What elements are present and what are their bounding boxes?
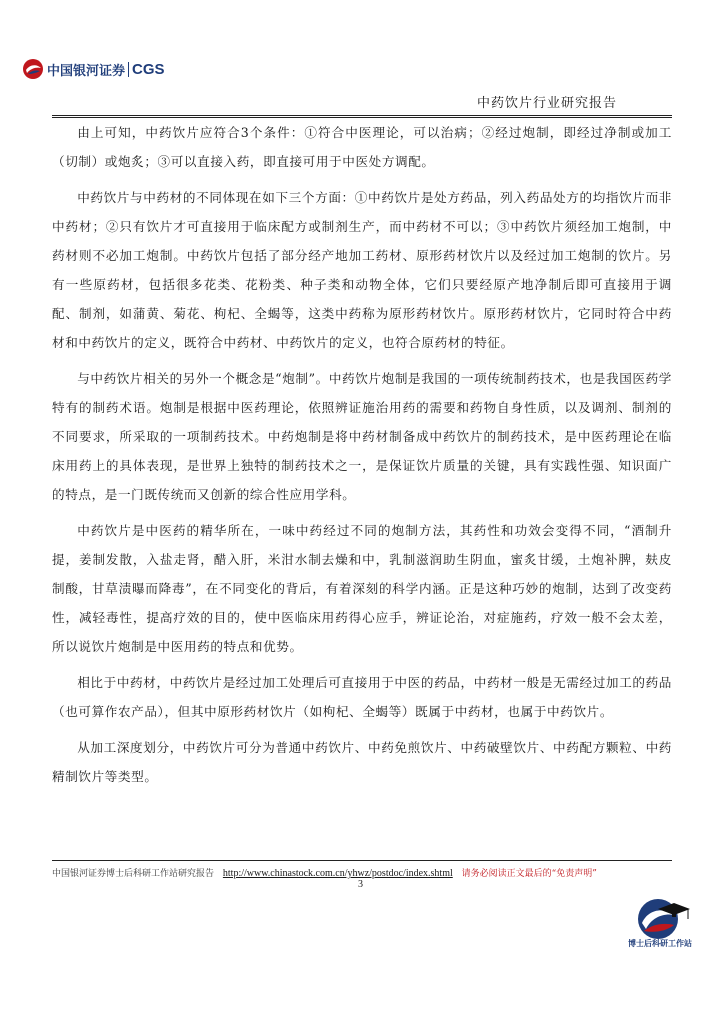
footer-divider <box>52 860 672 861</box>
company-logo <box>22 58 165 80</box>
report-body <box>52 118 672 798</box>
logo-chinese-name: 中国银河证券 <box>47 63 126 79</box>
logo-divider <box>128 62 129 77</box>
body-paragraph: 从加工深度划分，中药饮片可分为普通中药饮片、中药免煎饮片、中药破壁饮片、中药配方颗粒、中药精制饮片等类型。 <box>52 740 672 784</box>
header-divider <box>52 115 672 116</box>
page-number: 3 <box>358 879 363 890</box>
galaxy-logo-icon <box>22 58 44 80</box>
body-paragraph: 相比于中药材，中药饮片是经过加工处理后可直接用于中医的药品，中药材一般是无需经过加工的药品（也可算作农产品），但其中原形药材饮片（如枸杞、全蝎等）既属于中药材，也属于中药饮片。 <box>52 675 672 719</box>
logo-english-name: CGS <box>132 60 165 78</box>
footer-link[interactable]: http://www.chinastock.com.cn/yhwz/postdoc/index.shtml <box>222 868 453 879</box>
footer <box>52 866 672 879</box>
body-paragraph: 由上可知，中药饮片应符合3个条件：①符合中医理论，可以治病；②经过炮制，即经过净制或加工（切制）或炮炙；③可以直接入药，即直接可用于中医处方调配。 <box>52 125 672 169</box>
body-paragraph: 中药饮片是中医药的精华所在，一味中药经过不同的炮制方法，其药性和功效会变得不同，“酒制升提，姜制发散，入盐走肾，醋入肝，米泔水制去燥和中，乳制滋润助生阴血，蜜炙甘缓，土炮补脾，麸皮制酸，甘草渍曝而降毒”，在不同变化的背后，有着深刻的科学内涵。正是这种巧妙的炮制，达到了改变药性，减轻毒性，提高疗效的目的，使中医临床用药得心应手，辨证论治，对症施药，疗效一般不会太差，所以说饮片炮制是中医用药的特点和优势。 <box>52 523 672 654</box>
report-title: 中药饮片行业研究报告 <box>476 96 617 111</box>
footer-disclaimer-notice: 请务必阅读正文最后的“免责声明” <box>461 869 597 879</box>
footer-org: 中国银河证券博士后科研工作站研究报告 <box>52 869 215 879</box>
postdoc-workstation-label: 博士后科研工作站 <box>628 939 692 948</box>
body-paragraph: 中药饮片与中药材的不同体现在如下三个方面：①中药饮片是处方药品，列入药品处方的均指饮片而非中药材；②只有饮片才可直接用于临床配方或制剂生产，而中药材不可以；③中药饮片须经加工炮制，中药材则不必加工炮制。中药饮片包括了部分经产地加工药材、原形药材饮片以及经过加工炮制的饮片。另有一些原药材，包括很多花类、花粉类、种子类和动物全体，它们只要经原产地净制后即可直接用于调配、制剂，如蒲黄、菊花、枸杞、全蝎等，这类中药称为原形药材饮片。原形药材饮片，它同时符合中药材和中药饮片的定义，既符合中药材、中药饮片的定义，也符合原药材的特征。 <box>52 190 672 350</box>
body-paragraph: 与中药饮片相关的另外一个概念是“炮制”。中药饮片炮制是我国的一项传统制药技术，也是我国医药学特有的制药术语。炮制是根据中医药理论，依照辨证施治用药的需要和药物自身性质，以及调剂、制剂的不同要求，所采取的一项制药技术。中药炮制是将中药材制备成中药饮片的制药技术，是中医药理论在临床用药上的具体表现，是世界上独特的制药技术之一，是保证饮片质量的关键，具有实践性强、知识面广的特点，是一门既传统而又创新的综合性应用学科。 <box>52 371 672 502</box>
